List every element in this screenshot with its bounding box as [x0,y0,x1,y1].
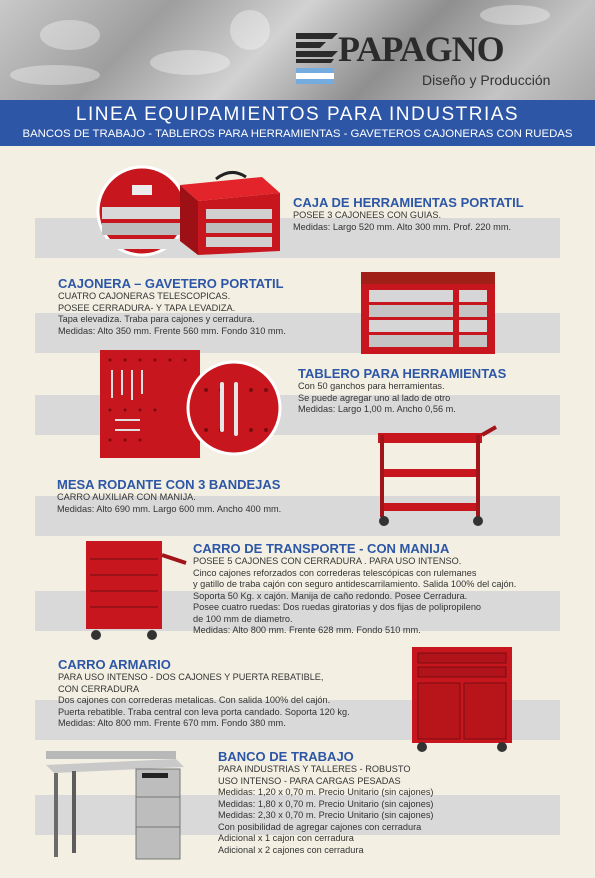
product-description [218,764,434,856]
description-line: Medidas: Largo 520 mm. Alto 300 mm. Prof. 220 mm. [293,221,512,232]
product-title: CARRO ARMARIO [58,657,171,672]
description-line: Cinco cajones reforzados con correderas telescópicas con rulemanes [193,567,477,578]
banner-subtitle: BANCOS DE TRABAJO - TABLEROS PARA HERRAMIENTAS - GAVETEROS CAJONERAS CON RUEDAS [22,128,573,140]
description-line: Con 50 ganchos para herramientas. [298,381,445,391]
description-line: POSEE 5 CAJONES CON CERRADURA . PARA USO INTENSO. [193,556,462,566]
description-line: CON CERRADURA [58,683,140,694]
rolling-cart-image [370,425,500,530]
product-description [293,210,511,233]
description-line: Se puede agregar uno al lado de otro [298,392,451,403]
product-title: MESA RODANTE CON 3 BANDEJAS [57,477,281,492]
description-line: CARRO AUXILIAR CON MANIJA. [57,492,196,502]
description-line: Tapa elevadiza. Traba para cajones y cerradura. [58,314,255,324]
description-line: Medidas: Alto 690 mm. Largo 600 mm. Ancho 400 mm. [57,503,282,514]
papagno-logo-icon [296,33,338,63]
description-line: Medidas: 1,80 x 0,70 m. Precio Unitario (sin cajones) [218,798,434,809]
product-title: BANCO DE TRABAJO [218,749,354,764]
description-line: Medidas: 2,30 x 0,70 m. Precio Unitario (sin cajones) [218,810,434,820]
description-line: Medidas: Alto 800 mm. Frente 628 mm. Fondo 510 mm. [193,625,421,635]
description-line: Adicional x 1 cajon con cerradura [218,833,354,843]
tool-board-closeup-image [186,360,282,456]
product-description [193,556,516,637]
description-line: CUATRO CAJONERAS TELESCOPICAS. [58,291,231,301]
description-line: de 100 mm de diametro. [193,613,293,624]
cabinet-cart-image [408,643,518,753]
drawer-cabinet-image [359,270,497,356]
description-line: Dos cajones con correderas metalicas. Con salida 100% del cajón. [58,695,331,705]
description-line: y gatillo de traba cajón con seguro antidescarrilamiento. Salida 100% del cajón. [193,579,517,589]
description-line: Medidas: Alto 350 mm. Frente 560 mm. Fondo 310 mm. [58,325,286,336]
description-line: Posee cuatro ruedas: Dos ruedas giratorias y dos fijas de polipropileno [193,602,482,612]
banner-title: LINEA EQUIPAMIENTOS PARA INDUSTRIAS [75,104,520,125]
description-line: POSEE 3 CAJONEES CON GUIAS. [293,210,442,220]
product-title: CARRO DE TRANSPORTE - CON MANIJA [193,541,450,556]
product-title: TABLERO PARA HERRAMIENTAS [298,366,507,381]
description-line: Con posibilidad de agregar cajones con cerradura [218,821,422,832]
description-line: Adicional x 2 cajones con cerradura [218,844,364,855]
product-description [57,492,281,515]
description-line: USO INTENSO - PARA CARGAS PESADAS [218,775,401,786]
product-title: CAJONERA – GAVETERO PORTATIL [58,276,284,291]
workbench-image [40,745,190,865]
description-line: Puerta rebatible. Traba central con leva porta candado. Soporta 120 kg. [58,706,350,717]
description-line: PARA USO INTENSO - DOS CAJONES Y PUERTA REBATIBLE, [58,672,324,682]
product-description [298,381,456,416]
description-line: PARA INDUSTRIAS Y TALLERES - ROBUSTO [218,764,411,774]
brand-name: PAPAGNO [338,29,504,69]
description-line: Medidas: 1,20 x 0,70 m. Precio Unitario (sin cajones) [218,787,434,797]
transport-cart-image [80,535,190,643]
description-line: Soporta 50 Kg. x cajón. Manija de caño redondo. Posee Cerradura. [193,590,468,601]
product-description [58,291,286,337]
brand-tagline: Diseño y Producción [422,72,551,88]
description-line: Medidas: Alto 800 mm. Frente 670 mm. Fondo 380 mm. [58,718,286,728]
description-line: POSEE CERRADURA- Y TAPA LEVADIZA. [58,302,236,313]
description-line: Medidas: Largo 1,00 m. Ancho 0,56 m. [298,404,456,414]
argentina-flag-icon [296,68,334,84]
product-description [58,672,350,730]
toolbox-closeup-image [96,165,188,257]
product-title: CAJA DE HERRAMIENTAS PORTATIL [293,195,524,210]
toolbox-image [176,165,282,255]
